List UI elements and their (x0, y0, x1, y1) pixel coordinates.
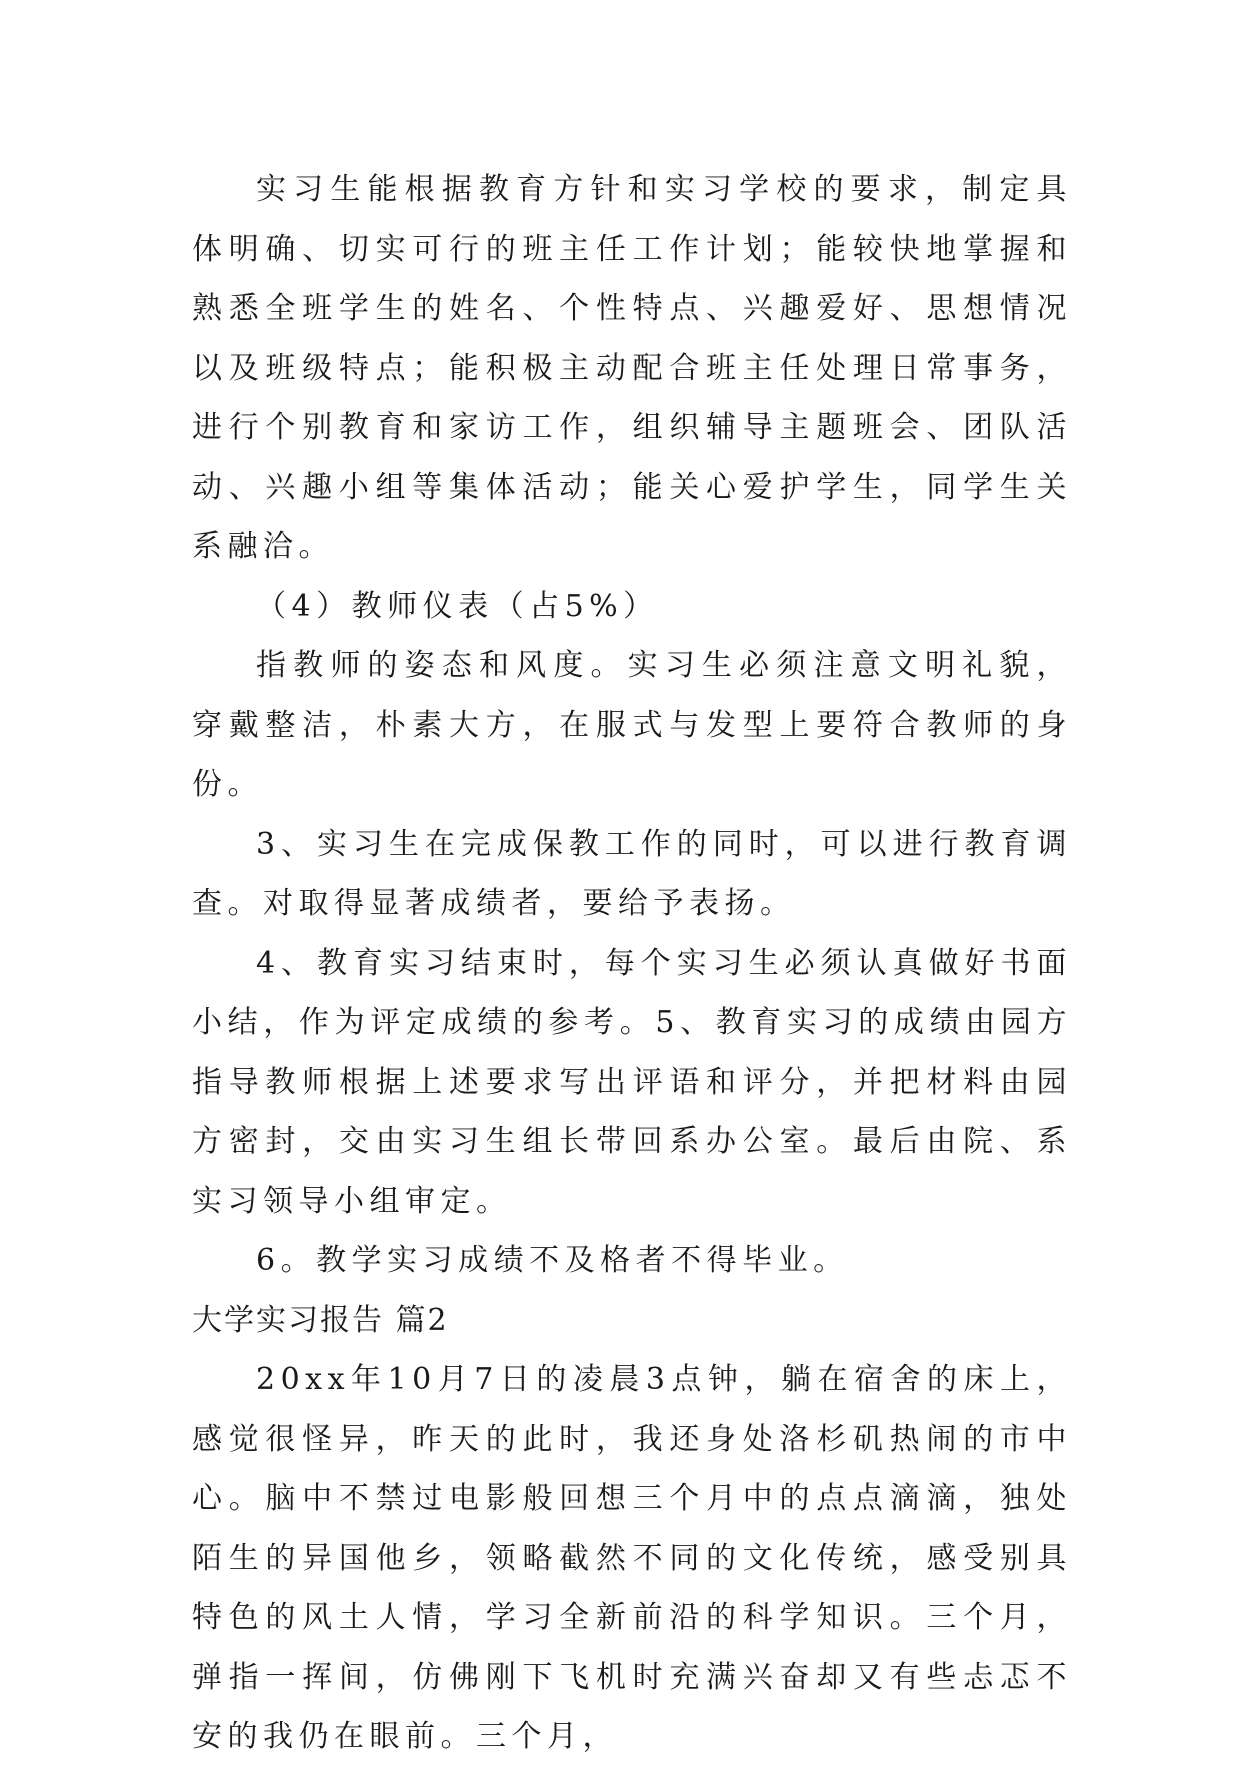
paragraph-teacher-appearance: 指教师的姿态和风度。实习生必须注意文明礼貌，穿戴整洁，朴素大方，在服式与发型上要符合教师的身份。 (192, 648, 1072, 802)
section-title: 大学实习报告 篇2 (192, 1302, 449, 1338)
paragraph-item-4-5: 4、教育实习结束时，每个实习生必须认真做好书面小结，作为评定成绩的参考。5、教育实习的成绩由园方指导教师根据上述要求写出评语和评分，并把材料由园方密封，交由实习生组长带回系办公室。最后由院、系实习领导小组审定。 (192, 945, 1072, 1219)
paragraph-report-2-intro: 20xx年10月7日的凌晨3点钟，躺在宿舍的床上，感觉很怪异，昨天的此时，我还身处洛杉矶热闹的市中心。脑中不禁过电影般回想三个月中的点点滴滴，独处陌生的异国他乡，领略截然不同的文化传统，感受别具特色的风土人情，学习全新前沿的科学知识。三个月，弹指一挥间，仿佛刚下飞机时充满兴奋却又有些忐忑不安的我仍在眼前。三个月， (192, 1362, 1072, 1754)
paragraph-item-3: 3、实习生在完成保教工作的同时，可以进行教育调查。对取得显著成绩者，要给予表扬。 (192, 826, 1072, 921)
document-body (192, 160, 1072, 1767)
paragraph-item-6: 6。教学实习成绩不及格者不得毕业。 (256, 1243, 849, 1278)
paragraph-head-teacher-work: 实习生能根据教育方针和实习学校的要求，制定具体明确、切实可行的班主任工作计划；能较快地掌握和熟悉全班学生的姓名、个性特点、兴趣爱好、思想情况以及班级特点；能积极主动配合班主任处理日常事务，进行个别教育和家访工作，组织辅导主题班会、团队活动、兴趣小组等集体活动；能关心爱护学生，同学生关系融洽。 (192, 172, 1072, 564)
heading-teacher-appearance: （4）教师仪表（占5%） (256, 588, 659, 624)
